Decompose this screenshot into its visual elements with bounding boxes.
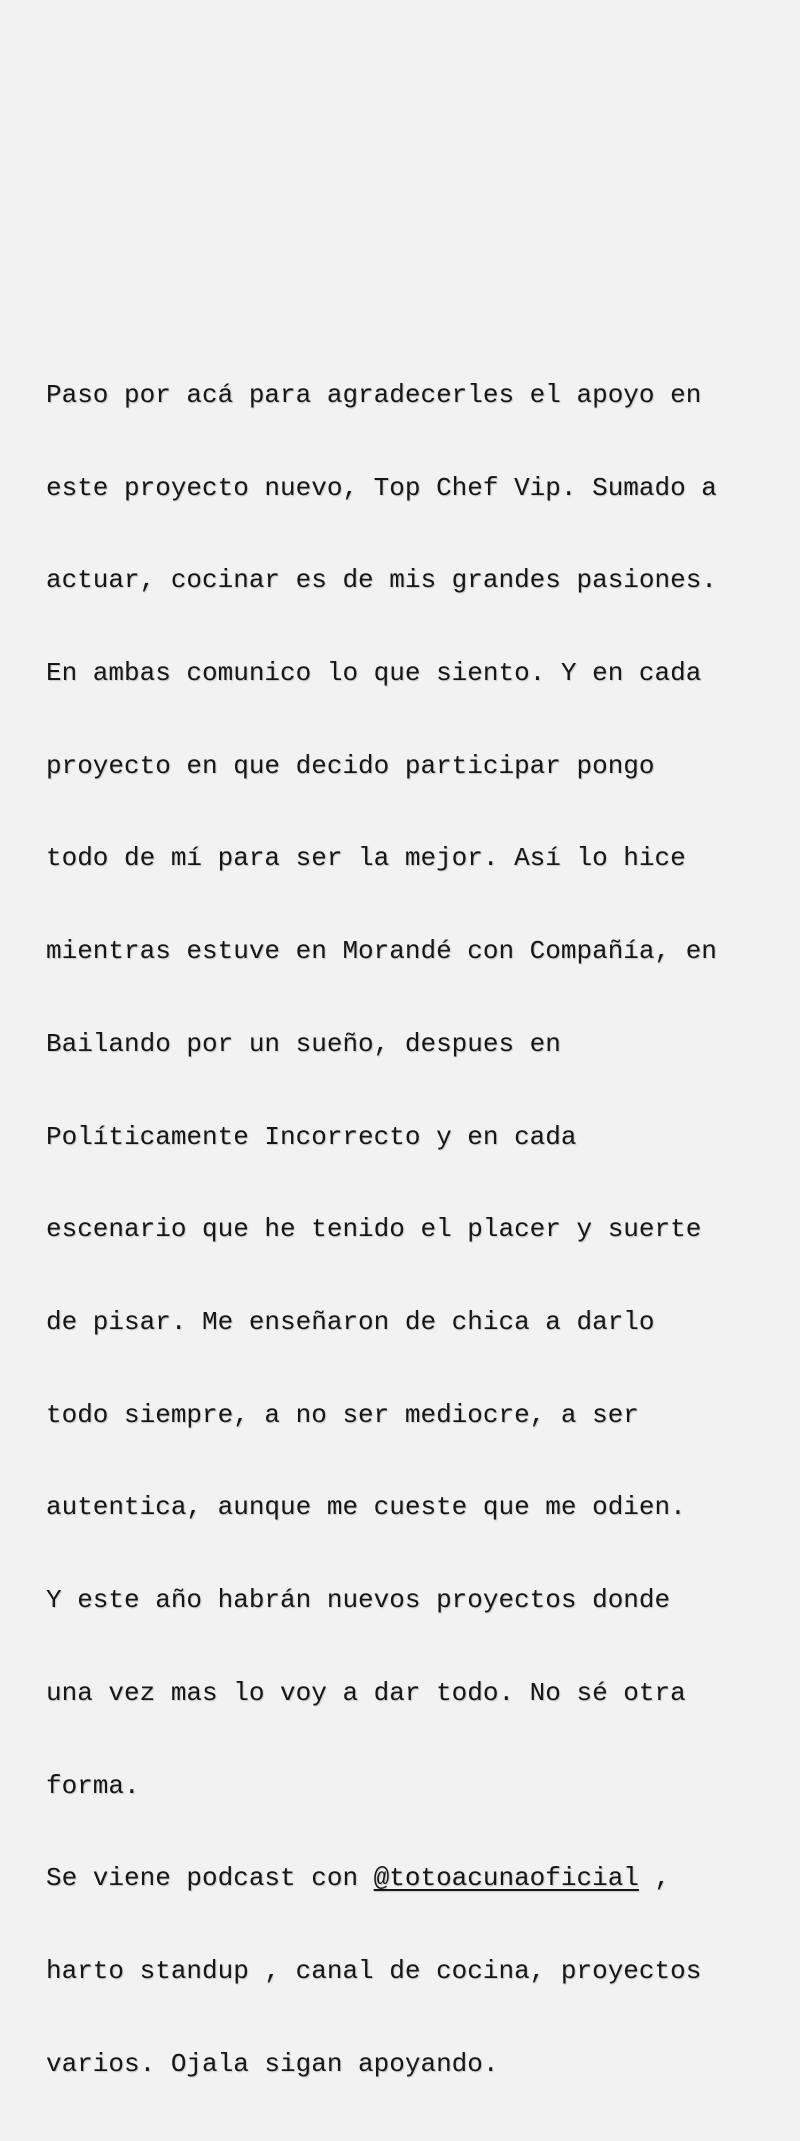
text-line: En ambas comunico lo que siento. Y en cada xyxy=(46,657,702,688)
mention-prefix: Se viene podcast con xyxy=(46,1863,374,1894)
mention-text-line xyxy=(46,1863,786,1894)
text-line: este proyecto nuevo, Top Chef Vip. Sumado a xyxy=(46,472,717,503)
text-line: escenario que he tenido el placer y suerte xyxy=(46,1214,702,1245)
user-mention-link[interactable]: @totoacunaoficial xyxy=(373,1863,639,1894)
mention-suffix: , xyxy=(638,1863,671,1894)
text-line: Políticamente Incorrecto y en cada xyxy=(46,1121,577,1152)
text-line: autentica, aunque me cueste que me odien. xyxy=(46,1492,686,1523)
text-line: Paso por acá para agradecerles el apoyo en xyxy=(46,379,702,410)
text-line: de pisar. Me enseñaron de chica a darlo xyxy=(46,1307,655,1337)
text-line: Bailando por un sueño, despues en xyxy=(46,1028,561,1059)
text-line: todo siempre, a no ser mediocre, a ser xyxy=(46,1399,639,1430)
text-line: Y este año habrán nuevos proyectos donde xyxy=(46,1585,671,1616)
text-line: forma. xyxy=(46,1770,140,1801)
text-line: proyecto en que decido participar pongo xyxy=(46,750,655,781)
text-line: todo de mí para ser la mejor. Así lo hice xyxy=(46,843,686,874)
text-line: actuar, cocinar es de mis grandes pasiones. xyxy=(46,565,717,596)
text-line: una vez mas lo voy a dar todo. No sé otra xyxy=(46,1677,686,1708)
text-line: mientras estuve en Morandé con Compañía, en xyxy=(46,936,717,967)
story-text-block xyxy=(46,318,786,2141)
text-line: varios. Ojala sigan apoyando. xyxy=(46,2048,499,2079)
text-line: harto standup , canal de cocina, proyectos xyxy=(46,1956,702,1987)
